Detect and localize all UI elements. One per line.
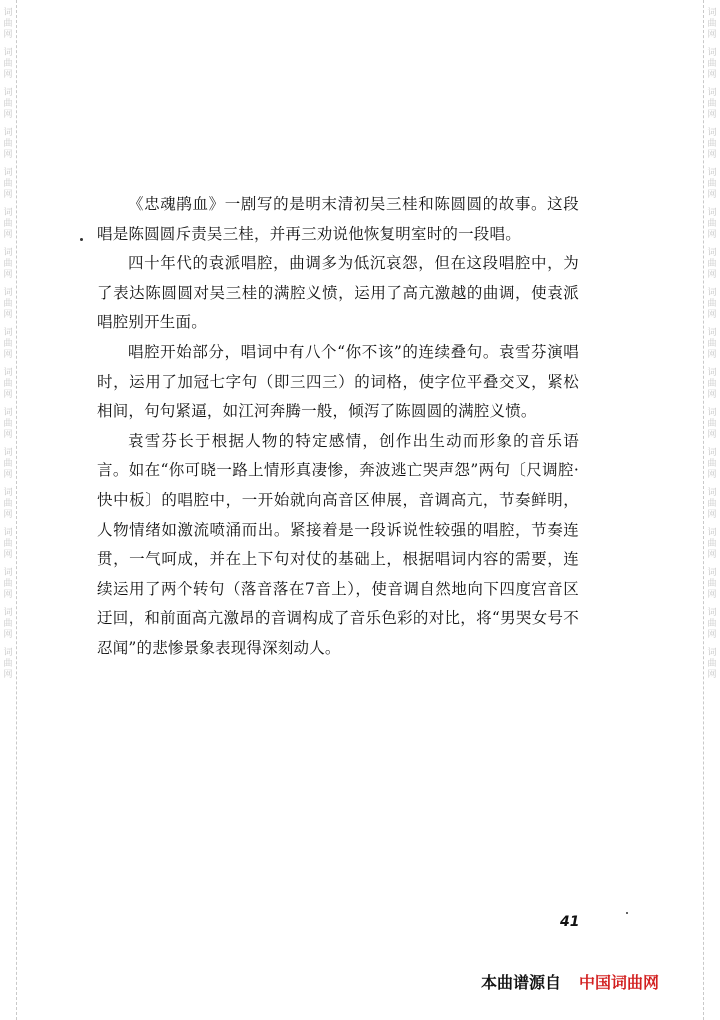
watermark-text: 词曲网	[3, 88, 13, 120]
watermark-text: 词曲网	[707, 128, 717, 160]
watermark-text: 词曲网	[3, 568, 13, 600]
watermark-text: 词曲网	[3, 128, 13, 160]
watermark-text: 词曲网	[3, 368, 13, 400]
site-link[interactable]: 中国词曲网	[579, 973, 660, 992]
watermark-text: 词曲网	[3, 208, 13, 240]
watermark-text: 词曲网	[707, 488, 717, 520]
watermark-text: 词曲网	[707, 248, 717, 280]
watermark-text: 词曲网	[3, 248, 13, 280]
watermark-text: 词曲网	[3, 608, 13, 640]
watermark-text: 词曲网	[3, 528, 13, 560]
watermark-text: 词曲网	[707, 568, 717, 600]
watermark-text: 词曲网	[707, 648, 717, 680]
watermark-text: 词曲网	[707, 88, 717, 120]
paragraph: 四十年代的袁派唱腔，曲调多为低沉哀怨，但在这段唱腔中，为了表达陈圆圆对吴三桂的满腔义愤，运用了高亢激越的曲调，使袁派唱腔别开生面。	[97, 254, 579, 332]
scan-speck	[626, 912, 628, 914]
watermark-text: 词曲网	[707, 8, 717, 40]
watermark-text: 词曲网	[3, 488, 13, 520]
paragraph: 袁雪芬长于根据人物的特定感情，创作出生动而形象的音乐语言。如在“你可晓一路上情形真凄惨，奔波逃亡哭声怨”两句〔尺调腔·快中板〕的唱腔中，一开始就向高音区伸展，音调高亢，节奏鲜明，人物情绪如激流喷涌而出。紧接着是一段诉说性较强的唱腔，节奏连贯，一气呵成，并在上下句对仗的基础上，根据唱词内容的需要，连续运用了两个转句（落音落在7音上），使音调自然地向下四度宫音区迂回，和前面高亢激昂的音调构成了音乐色彩的对比，将“男哭女号不忍闻”的悲惨景象表现得深刻动人。	[97, 431, 579, 657]
watermark-text: 词曲网	[3, 648, 13, 680]
watermark-text: 词曲网	[707, 328, 717, 360]
watermark-text: 词曲网	[3, 448, 13, 480]
watermark-text: 词曲网	[707, 528, 717, 560]
watermark-text: 词曲网	[3, 288, 13, 320]
source-label: 本曲谱源自	[481, 973, 562, 992]
source-footer	[481, 970, 659, 993]
watermark-text: 词曲网	[707, 288, 717, 320]
watermark-text: 词曲网	[3, 408, 13, 440]
watermark-text: 词曲网	[3, 8, 13, 40]
watermark-text: 词曲网	[3, 48, 13, 80]
page-number: 41	[560, 914, 580, 930]
watermark-text: 词曲网	[707, 608, 717, 640]
watermark-text: 词曲网	[707, 168, 717, 200]
body-text	[97, 190, 579, 664]
watermark-text: 词曲网	[3, 168, 13, 200]
watermark-text: 词曲网	[707, 48, 717, 80]
watermark-text: 词曲网	[707, 448, 717, 480]
watermark-text: 词曲网	[707, 368, 717, 400]
right-watermark-strip	[703, 0, 720, 1020]
paragraph: 《忠魂鹃血》一剧写的是明末清初吴三桂和陈圆圆的故事。这段唱是陈圆圆斥责吴三桂，并再三劝说他恢复明室时的一段唱。	[97, 195, 579, 243]
watermark-text: 词曲网	[3, 328, 13, 360]
watermark-text: 词曲网	[707, 408, 717, 440]
left-watermark-strip	[0, 0, 17, 1020]
scan-speck	[80, 238, 83, 241]
paragraph: 唱腔开始部分，唱词中有八个“你不该”的连续叠句。袁雪芬演唱时，运用了加冠七字句（即三四三）的词格，使字位平叠交叉，紧松相间，句句紧逼，如江河奔腾一般，倾泻了陈圆圆的满腔义愤。	[97, 342, 579, 421]
watermark-text: 词曲网	[707, 208, 717, 240]
